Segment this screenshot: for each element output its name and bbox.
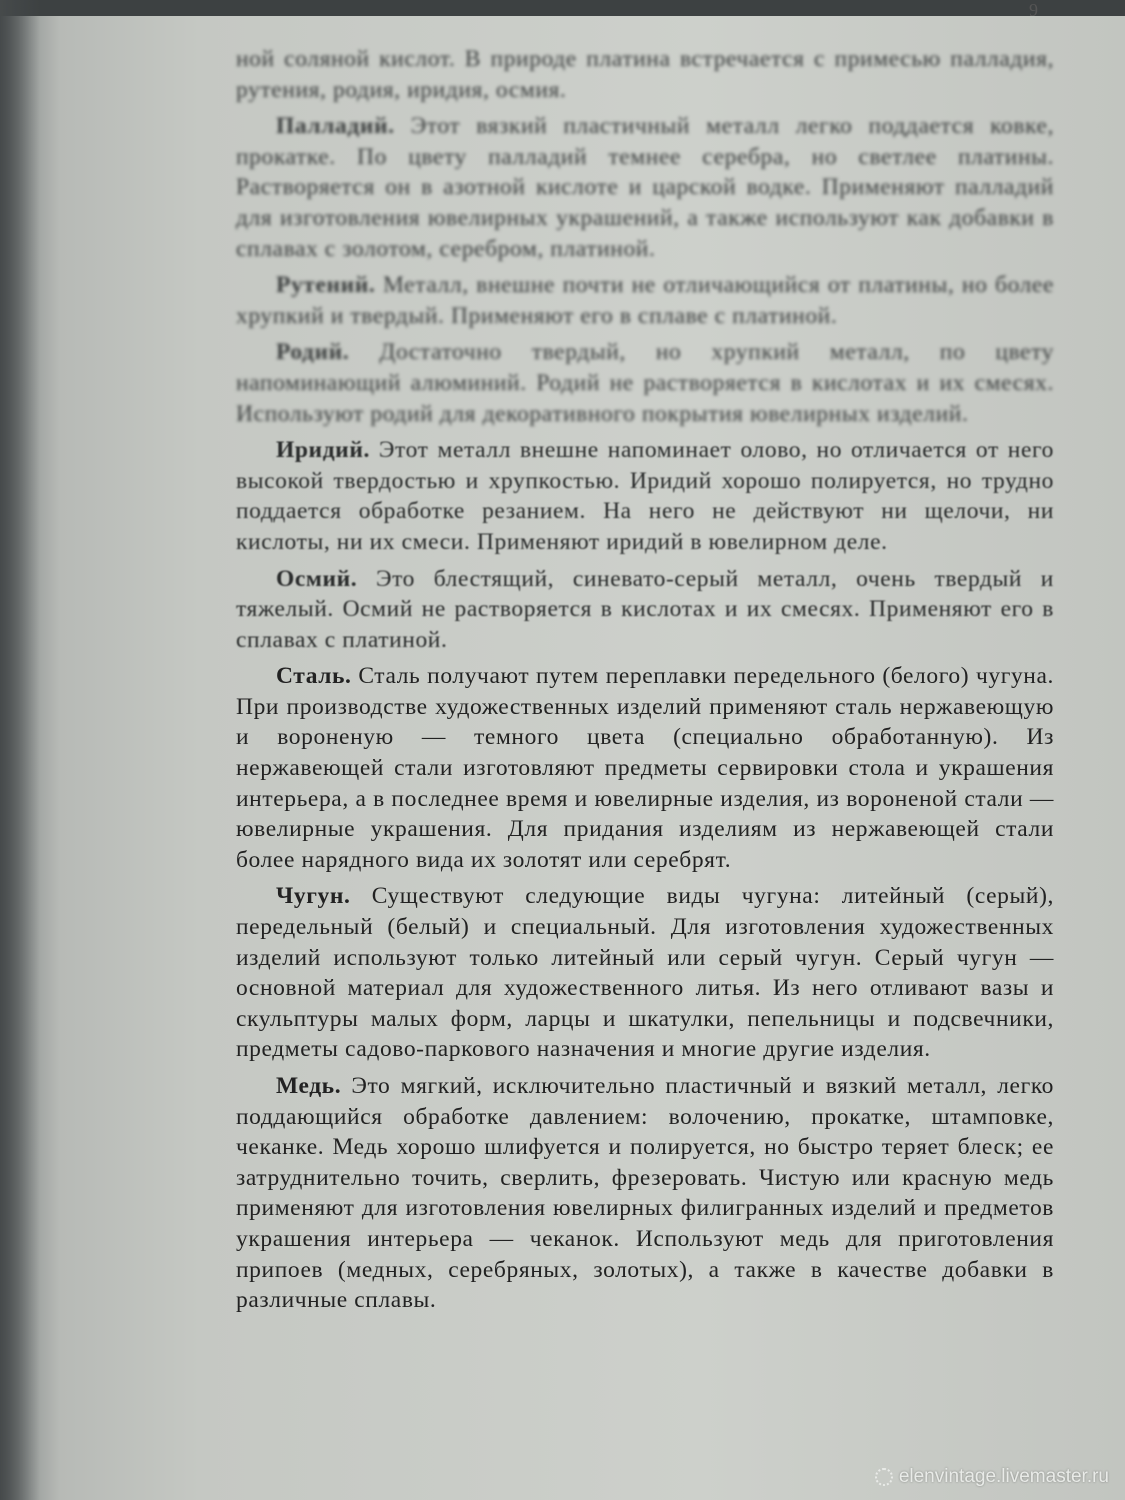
watermark bbox=[875, 1466, 1109, 1488]
paragraph-text: Это мягкий, исключительно пластичный и вязкий металл, легко поддающийся обработке давлением: волочению, прокатке, штамповке, чеканке. Медь хорошо шлифуется и полируется, но быстро теряет блеск; ее затруднительно точить, сверлить, фрезеровать. Чистую или красную медь применяют для изготовления ювелирных филигранных изделий и предметов украшения интерьера — чеканок. Используют медь для приготовления припоев (медных, серебряных, золотых), а также в качестве добавки в различные сплавы. bbox=[236, 1073, 1054, 1314]
watermark-text: elenvintage.livemaster.ru bbox=[898, 1466, 1109, 1487]
paragraph-term: Медь. bbox=[276, 1073, 342, 1099]
paragraph-term: Рутений. bbox=[276, 272, 376, 299]
paragraph bbox=[236, 1071, 1054, 1316]
paragraph-text: Этот вязкий пластичный металл легко поддается ковке, прокатке. По цвету палладий темнее серебра, но светлее платины. Растворяется он в азотной кислоте и царской водке. Применяют палладий для изготовления ювелирных украшений, а также используют как добавки в сплавах с золотом, серебром, платиной. bbox=[236, 113, 1054, 262]
paragraph-text: Это блестящий, синевато-серый металл, очень твердый и тяжелый. Осмий не растворяется в кислотах и их смесях. Применяют его в сплавах с платиной. bbox=[236, 565, 1054, 653]
book-text bbox=[236, 44, 1054, 1322]
paragraph bbox=[236, 337, 1054, 429]
page-number: 9 bbox=[1029, 0, 1038, 20]
paragraph-text: ной соляной кислот. В природе платина встречается с примесью палладия, рутения, родия, иридия, осмия. bbox=[236, 46, 1054, 103]
paragraph-term: Сталь. bbox=[276, 663, 352, 690]
page-top-edge bbox=[0, 0, 1125, 16]
paragraph bbox=[236, 270, 1054, 331]
paragraph bbox=[236, 111, 1054, 264]
paragraph-term: Чугун. bbox=[276, 883, 351, 910]
paragraph-term: Палладий. bbox=[276, 113, 395, 140]
paragraph-term: Осмий. bbox=[276, 565, 358, 592]
paragraph bbox=[236, 564, 1054, 656]
paragraph bbox=[236, 881, 1054, 1065]
livemaster-logo-icon bbox=[875, 1468, 893, 1486]
paragraph-text: Металл, внешне почти не отличающийся от платины, но более хрупкий и твердый. Применяют его в сплаве с платиной. bbox=[236, 272, 1054, 329]
paragraph bbox=[236, 44, 1054, 105]
paragraph-text: Этот металл внешне напоминает олово, но отличается от него высокой твердостью и хрупкостью. Иридий хорошо полируется, но трудно поддается обработке резанием. На него не действуют ни щелочи, ни кислоты, ни их смеси. Применяют иридий в ювелирном деле. bbox=[236, 437, 1054, 555]
paragraph-term: Родий. bbox=[276, 339, 350, 366]
paragraph-text: Сталь получают путем переплавки передельного (белого) чугуна. При производстве художественных изделий применяют сталь нержавеющую и вороненую — темного цвета (специально обработанную). Из нержавеющей стали изготовляют предметы сервировки стола и украшения интерьера, а в последнее время и ювелирные изделия, из вороненой стали — ювелирные украшения. Для придания изделиям из нержавеющей стали более нарядного вида их золотят или серебрят. bbox=[236, 663, 1054, 873]
paragraph-text: Существуют следующие виды чугуна: литейный (серый), передельный (белый) и специальный. Для изготовления художественных изделий используют только литейный или серый чугун. Серый чугун — основной материал для художественного литья. Из него отливают вазы и скульптуры малых форм, ларцы и шкатулки, пепельницы и подсвечники, предметы садово-паркового назначения и многие другие изделия. bbox=[236, 883, 1054, 1063]
paragraph bbox=[236, 435, 1054, 557]
paragraph-text: Достаточно твердый, но хрупкий металл, по цвету напоминающий алюминий. Родий не растворяется в кислотах и их смесях. Используют родий для декоративного покрытия ювелирных изделий. bbox=[236, 339, 1054, 427]
paragraph-term: Иридий. bbox=[276, 437, 370, 464]
page-binding-shadow bbox=[0, 0, 40, 1500]
paragraph bbox=[236, 661, 1054, 875]
